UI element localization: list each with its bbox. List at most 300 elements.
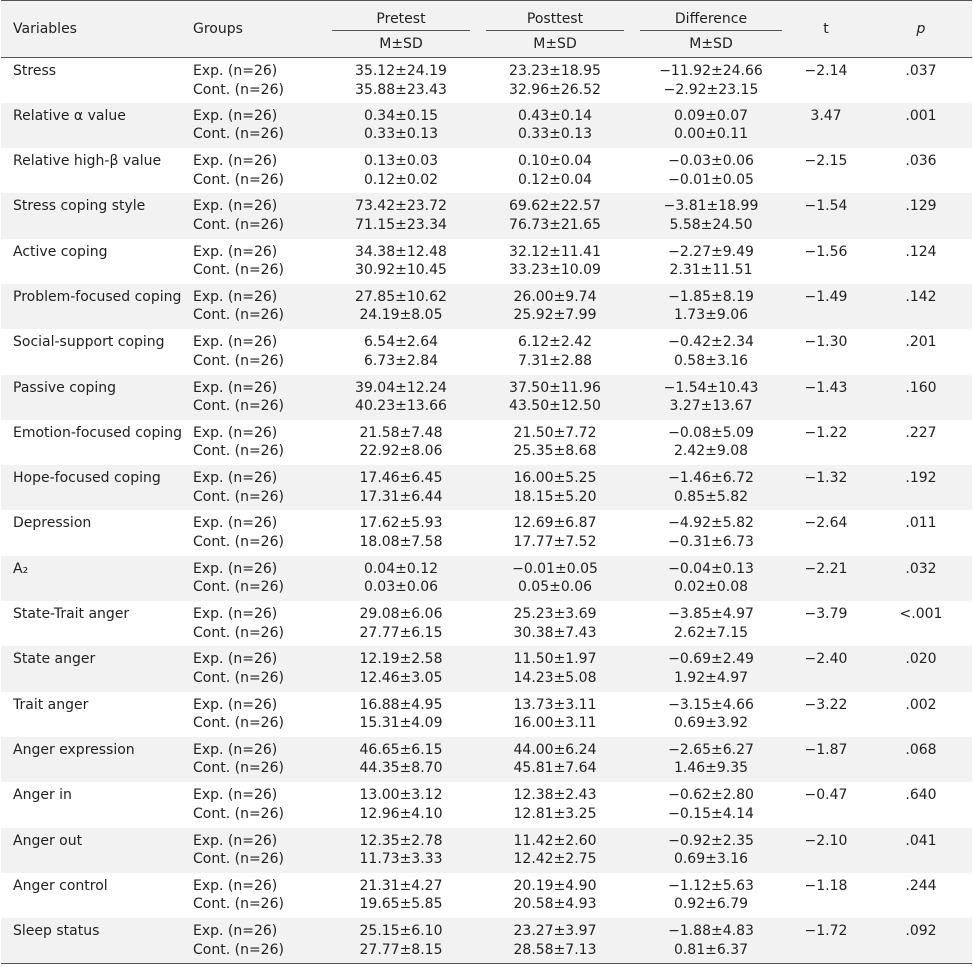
variable-cell-value: Sleep status [13,923,100,940]
t-cell [782,58,870,103]
difference-cell [640,601,782,646]
posttest-cell-value: 16.00±3.11 [513,715,597,732]
p-cell-value: .227 [905,424,937,441]
t-cell-value: −0.47 [804,787,848,804]
variable-cell [1,58,189,103]
posttest-cell [486,918,624,963]
variable-cell-value: Anger out [13,832,83,849]
table-body [1,58,972,964]
table-row [1,510,972,555]
pretest-cell [332,782,470,827]
p-cell-value: .124 [905,243,937,260]
difference-cell [640,148,782,193]
pretest-cell-value: 17.62±5.93 [359,515,443,532]
group-cell-value: Exp. (n=26) [193,651,278,668]
header-posttest-msd: M±SD [486,31,624,58]
group-cell [189,873,332,918]
variable-cell [1,284,189,329]
difference-cell-value: −2.27±9.49 [668,243,754,260]
variable-cell [1,873,189,918]
pretest-cell-value: 6.73±2.84 [363,352,439,369]
p-cell [870,737,972,782]
difference-cell-value: −3.85±4.97 [668,606,754,623]
pretest-cell [332,58,470,103]
p-cell-value: .011 [905,515,937,532]
posttest-cell-value: −0.01±0.05 [512,560,598,577]
variable-cell-value: Stress coping style [13,198,146,215]
t-cell-value: −2.15 [804,153,848,170]
t-cell [782,510,870,555]
difference-cell-value: 1.73±9.06 [673,307,749,324]
pretest-cell-value: 22.92±8.06 [359,443,443,460]
group-cell [189,465,332,510]
posttest-cell-value: 0.05±0.06 [517,579,593,596]
t-cell-value: −1.54 [804,198,848,215]
difference-cell [640,284,782,329]
posttest-cell-value: 25.92±7.99 [513,307,597,324]
group-cell-value: Exp. (n=26) [193,560,278,577]
posttest-cell [486,828,624,873]
group-cell-value: Exp. (n=26) [193,606,278,623]
difference-cell-value: −0.69±2.49 [668,651,754,668]
p-cell [870,510,972,555]
posttest-cell-value: 12.38±2.43 [513,787,597,804]
p-cell [870,58,972,103]
difference-cell-value: −0.92±2.35 [668,832,754,849]
pretest-cell-value: 12.46±3.05 [359,669,443,686]
difference-cell-value: −3.15±4.66 [668,696,754,713]
group-cell-value: Cont. (n=26) [193,533,284,550]
posttest-cell-value: 11.50±1.97 [513,651,597,668]
t-cell [782,329,870,374]
posttest-cell [486,375,624,420]
pretest-cell-value: 73.42±23.72 [355,198,447,215]
t-cell [782,737,870,782]
group-cell-value: Exp. (n=26) [193,877,278,894]
variable-cell-value: Trait anger [13,696,89,713]
group-cell-value: Cont. (n=26) [193,216,284,233]
t-cell-value: 3.47 [810,107,842,124]
table-row [1,420,972,465]
p-cell-value: .002 [905,696,937,713]
p-cell [870,918,972,963]
posttest-cell-value: 13.73±3.11 [513,696,597,713]
posttest-cell-value: 32.96±26.52 [509,81,601,98]
difference-cell-value: −0.42±2.34 [668,334,754,351]
pretest-cell-value: 71.15±23.34 [355,216,447,233]
table-row [1,284,972,329]
variable-cell [1,828,189,873]
variable-cell-value: Stress [13,63,57,79]
difference-cell-value: 2.42±9.08 [673,443,749,460]
pretest-cell-value: 15.31±4.09 [359,715,443,732]
difference-cell [640,828,782,873]
difference-cell [640,329,782,374]
difference-cell-value: 0.81±6.37 [673,941,749,958]
posttest-cell-value: 14.23±5.08 [513,669,597,686]
p-cell [870,239,972,284]
group-cell-value: Cont. (n=26) [193,488,284,505]
pretest-cell-value: 30.92±10.45 [355,262,447,279]
pretest-cell-value: 0.13±0.03 [363,153,439,170]
group-cell-value: Exp. (n=26) [193,153,278,170]
posttest-cell [486,556,624,601]
p-cell [870,284,972,329]
pretest-cell [332,375,470,420]
group-cell-value: Cont. (n=26) [193,307,284,324]
group-cell-value: Cont. (n=26) [193,624,284,641]
pretest-cell [332,329,470,374]
group-cell-value: Cont. (n=26) [193,126,284,143]
table-row [1,329,972,374]
pretest-cell-value: 27.85±10.62 [355,288,447,305]
p-cell-value: .244 [905,877,937,894]
posttest-cell-value: 30.38±7.43 [513,624,597,641]
difference-cell-value: −0.04±0.13 [668,560,754,577]
pretest-cell-value: 0.12±0.02 [363,171,439,188]
posttest-cell-value: 0.43±0.14 [517,107,593,124]
group-cell [189,510,332,555]
group-cell [189,193,332,238]
posttest-cell [486,329,624,374]
posttest-cell [486,239,624,284]
table-row [1,782,972,827]
pretest-cell-value: 21.31±4.27 [359,877,443,894]
table-row [1,193,972,238]
posttest-cell-value: 21.50±7.72 [513,424,597,441]
posttest-cell [486,601,624,646]
p-cell [870,148,972,193]
variable-cell [1,510,189,555]
t-cell [782,918,870,963]
table-row [1,465,972,510]
table-row [1,737,972,782]
pretest-cell [332,556,470,601]
difference-cell-value: −0.01±0.05 [668,171,754,188]
variable-cell [1,918,189,963]
table-row [1,103,972,148]
header-difference: Difference [640,1,782,31]
pretest-cell-value: 12.19±2.58 [359,651,443,668]
difference-cell-value: −0.31±6.73 [668,533,754,550]
table-row [1,918,972,963]
difference-cell-value: −2.92±23.15 [663,81,759,98]
pretest-cell-value: 34.38±12.48 [355,243,447,260]
t-cell-value: −3.79 [804,606,848,623]
posttest-cell [486,510,624,555]
difference-cell [640,239,782,284]
pretest-cell-value: 0.33±0.13 [363,126,439,143]
p-cell [870,375,972,420]
group-cell-value: Exp. (n=26) [193,288,278,305]
table-row [1,828,972,873]
pretest-cell-value: 25.15±6.10 [359,923,443,940]
t-cell [782,103,870,148]
difference-cell-value: 5.58±24.50 [669,216,753,233]
difference-cell [640,918,782,963]
p-cell-value: .192 [905,470,937,487]
t-cell-value: −3.22 [804,696,848,713]
p-cell-value: .036 [905,153,937,170]
header-p: p [870,1,972,58]
p-cell [870,828,972,873]
pretest-cell-value: 18.08±7.58 [359,533,443,550]
variable-cell-value: Active coping [13,243,108,260]
group-cell [189,329,332,374]
pretest-cell-value: 11.73±3.33 [359,851,443,868]
posttest-cell-value: 12.81±3.25 [513,805,597,822]
p-cell-value: .037 [905,63,937,79]
group-cell-value: Cont. (n=26) [193,805,284,822]
variable-cell-value: Emotion-focused coping [13,424,183,441]
p-cell [870,601,972,646]
variable-cell-value: A₂ [13,560,29,577]
group-cell-value: Cont. (n=26) [193,941,284,958]
posttest-cell [486,465,624,510]
posttest-cell [486,58,624,103]
variable-cell-value: Problem-focused coping [13,288,182,305]
difference-cell-value: 0.85±5.82 [673,488,749,505]
table-row [1,239,972,284]
posttest-cell [486,193,624,238]
posttest-cell-value: 0.10±0.04 [517,153,593,170]
group-cell-value: Exp. (n=26) [193,741,278,758]
posttest-cell-value: 17.77±7.52 [513,533,597,550]
difference-cell-value: 0.00±0.11 [673,126,749,143]
pretest-cell-value: 12.96±4.10 [359,805,443,822]
group-cell [189,375,332,420]
group-cell-value: Cont. (n=26) [193,352,284,369]
difference-cell [640,782,782,827]
difference-cell-value: 0.92±6.79 [673,896,749,913]
pretest-cell-value: 17.46±6.45 [359,470,443,487]
pretest-cell-value: 0.04±0.12 [363,560,439,577]
posttest-cell-value: 76.73±21.65 [509,216,601,233]
header-t: t [782,1,870,58]
posttest-cell-value: 0.12±0.04 [517,171,593,188]
variable-cell [1,646,189,691]
group-cell [189,284,332,329]
p-cell-value: .041 [905,832,937,849]
pretest-cell [332,284,470,329]
header-difference-msd: M±SD [640,31,782,58]
posttest-cell-value: 25.35±8.68 [513,443,597,460]
variable-cell-value: State-Trait anger [13,606,130,623]
variable-cell-value: State anger [13,651,96,668]
t-cell [782,239,870,284]
posttest-cell-value: 16.00±5.25 [513,470,597,487]
table-row [1,556,972,601]
difference-cell [640,420,782,465]
t-cell [782,692,870,737]
difference-cell-value: 0.58±3.16 [673,352,749,369]
pretest-cell-value: 35.12±24.19 [355,63,447,79]
posttest-cell-value: 43.50±12.50 [509,398,601,415]
pretest-cell-value: 24.19±8.05 [359,307,443,324]
variable-cell [1,148,189,193]
p-cell-value: <.001 [899,606,943,623]
variable-cell [1,420,189,465]
posttest-cell-value: 37.50±11.96 [509,379,601,396]
posttest-cell [486,103,624,148]
t-cell [782,193,870,238]
t-cell-value: −1.18 [804,877,848,894]
t-cell [782,601,870,646]
table-row [1,646,972,691]
difference-cell-value: 0.09±0.07 [673,107,749,124]
p-cell-value: .160 [905,379,937,396]
t-cell-value: −1.56 [804,243,848,260]
variable-cell [1,737,189,782]
pretest-cell-value: 40.23±13.66 [355,398,447,415]
p-cell [870,329,972,374]
t-cell [782,465,870,510]
variable-cell [1,193,189,238]
pretest-cell [332,601,470,646]
difference-cell-value: −0.08±5.09 [668,424,754,441]
difference-cell-value: 1.46±9.35 [673,760,749,777]
pretest-cell-value: 17.31±6.44 [359,488,443,505]
t-cell-value: −2.64 [804,515,848,532]
difference-cell-value: −0.62±2.80 [668,787,754,804]
group-cell-value: Cont. (n=26) [193,760,284,777]
header-pretest-msd: M±SD [332,31,470,58]
group-cell [189,420,332,465]
difference-cell [640,103,782,148]
variable-cell [1,103,189,148]
pretest-cell-value: 12.35±2.78 [359,832,443,849]
group-cell-value: Exp. (n=26) [193,515,278,532]
posttest-cell-value: 28.58±7.13 [513,941,597,958]
difference-cell-value: −1.46±6.72 [668,470,754,487]
group-cell [189,148,332,193]
p-cell-value: .092 [905,923,937,940]
pretest-cell-value: 13.00±3.12 [359,787,443,804]
group-cell-value: Exp. (n=26) [193,470,278,487]
posttest-cell-value: 23.27±3.97 [513,923,597,940]
t-cell [782,148,870,193]
group-cell [189,828,332,873]
posttest-cell-value: 20.58±4.93 [513,896,597,913]
t-cell-value: −2.10 [804,832,848,849]
variable-cell-value: Relative α value [13,107,126,124]
p-cell [870,782,972,827]
group-cell-value: Cont. (n=26) [193,851,284,868]
difference-cell-value: 0.02±0.08 [673,579,749,596]
pretest-cell-value: 16.88±4.95 [359,696,443,713]
group-cell-value: Exp. (n=26) [193,787,278,804]
table-row [1,692,972,737]
pretest-cell-value: 35.88±23.43 [355,81,447,98]
t-cell-value: −1.49 [804,288,848,305]
posttest-cell [486,646,624,691]
t-cell [782,782,870,827]
pretest-cell-value: 29.08±6.06 [359,606,443,623]
variable-cell [1,782,189,827]
p-cell [870,420,972,465]
group-cell [189,556,332,601]
group-cell-value: Exp. (n=26) [193,696,278,713]
difference-cell-value: −1.54±10.43 [663,379,759,396]
difference-cell [640,737,782,782]
group-cell-value: Exp. (n=26) [193,334,278,351]
table-row [1,375,972,420]
difference-cell-value: −0.03±0.06 [668,153,754,170]
pretest-cell [332,510,470,555]
group-cell-value: Cont. (n=26) [193,171,284,188]
header-variables: Variables [1,1,189,58]
table-row [1,58,972,103]
t-cell [782,375,870,420]
p-cell-value: .201 [905,334,937,351]
posttest-cell-value: 69.62±22.57 [509,198,601,215]
t-cell [782,646,870,691]
pretest-cell [332,873,470,918]
difference-cell [640,193,782,238]
posttest-cell [486,148,624,193]
pretest-cell [332,148,470,193]
p-cell [870,465,972,510]
group-cell-value: Exp. (n=26) [193,832,278,849]
posttest-cell [486,737,624,782]
group-cell [189,737,332,782]
p-cell [870,103,972,148]
difference-cell [640,465,782,510]
group-cell-value: Cont. (n=26) [193,715,284,732]
t-cell-value: −2.21 [804,560,848,577]
pretest-cell-value: 19.65±5.85 [359,896,443,913]
posttest-cell-value: 26.00±9.74 [513,288,597,305]
pretest-cell [332,465,470,510]
group-cell-value: Exp. (n=26) [193,243,278,260]
posttest-cell-value: 12.69±6.87 [513,515,597,532]
t-cell-value: −1.30 [804,334,848,351]
t-cell [782,420,870,465]
group-cell [189,103,332,148]
table-row [1,873,972,918]
pretest-cell-value: 39.04±12.24 [355,379,447,396]
posttest-cell [486,284,624,329]
p-cell [870,873,972,918]
group-cell [189,58,332,103]
variable-cell [1,692,189,737]
difference-cell-value: −3.81±18.99 [663,198,759,215]
difference-cell-value: −4.92±5.82 [668,515,754,532]
pretest-cell [332,420,470,465]
group-cell-value: Exp. (n=26) [193,107,278,124]
difference-cell-value: 3.27±13.67 [669,398,753,415]
difference-cell-value: 2.31±11.51 [669,262,753,279]
group-cell [189,782,332,827]
group-cell-value: Cont. (n=26) [193,81,284,98]
posttest-cell-value: 44.00±6.24 [513,741,597,758]
pretest-cell [332,692,470,737]
posttest-cell-value: 18.15±5.20 [513,488,597,505]
variable-cell-value: Depression [13,515,92,532]
p-cell [870,556,972,601]
pretest-cell [332,737,470,782]
posttest-cell-value: 0.33±0.13 [517,126,593,143]
posttest-cell-value: 45.81±7.64 [513,760,597,777]
variable-cell [1,239,189,284]
posttest-cell [486,692,624,737]
group-cell-value: Exp. (n=26) [193,63,278,79]
posttest-cell-value: 32.12±11.41 [509,243,601,260]
difference-cell [640,692,782,737]
difference-cell [640,646,782,691]
variable-cell-value: Hope-focused coping [13,470,161,487]
header-posttest: Posttest [486,1,624,31]
